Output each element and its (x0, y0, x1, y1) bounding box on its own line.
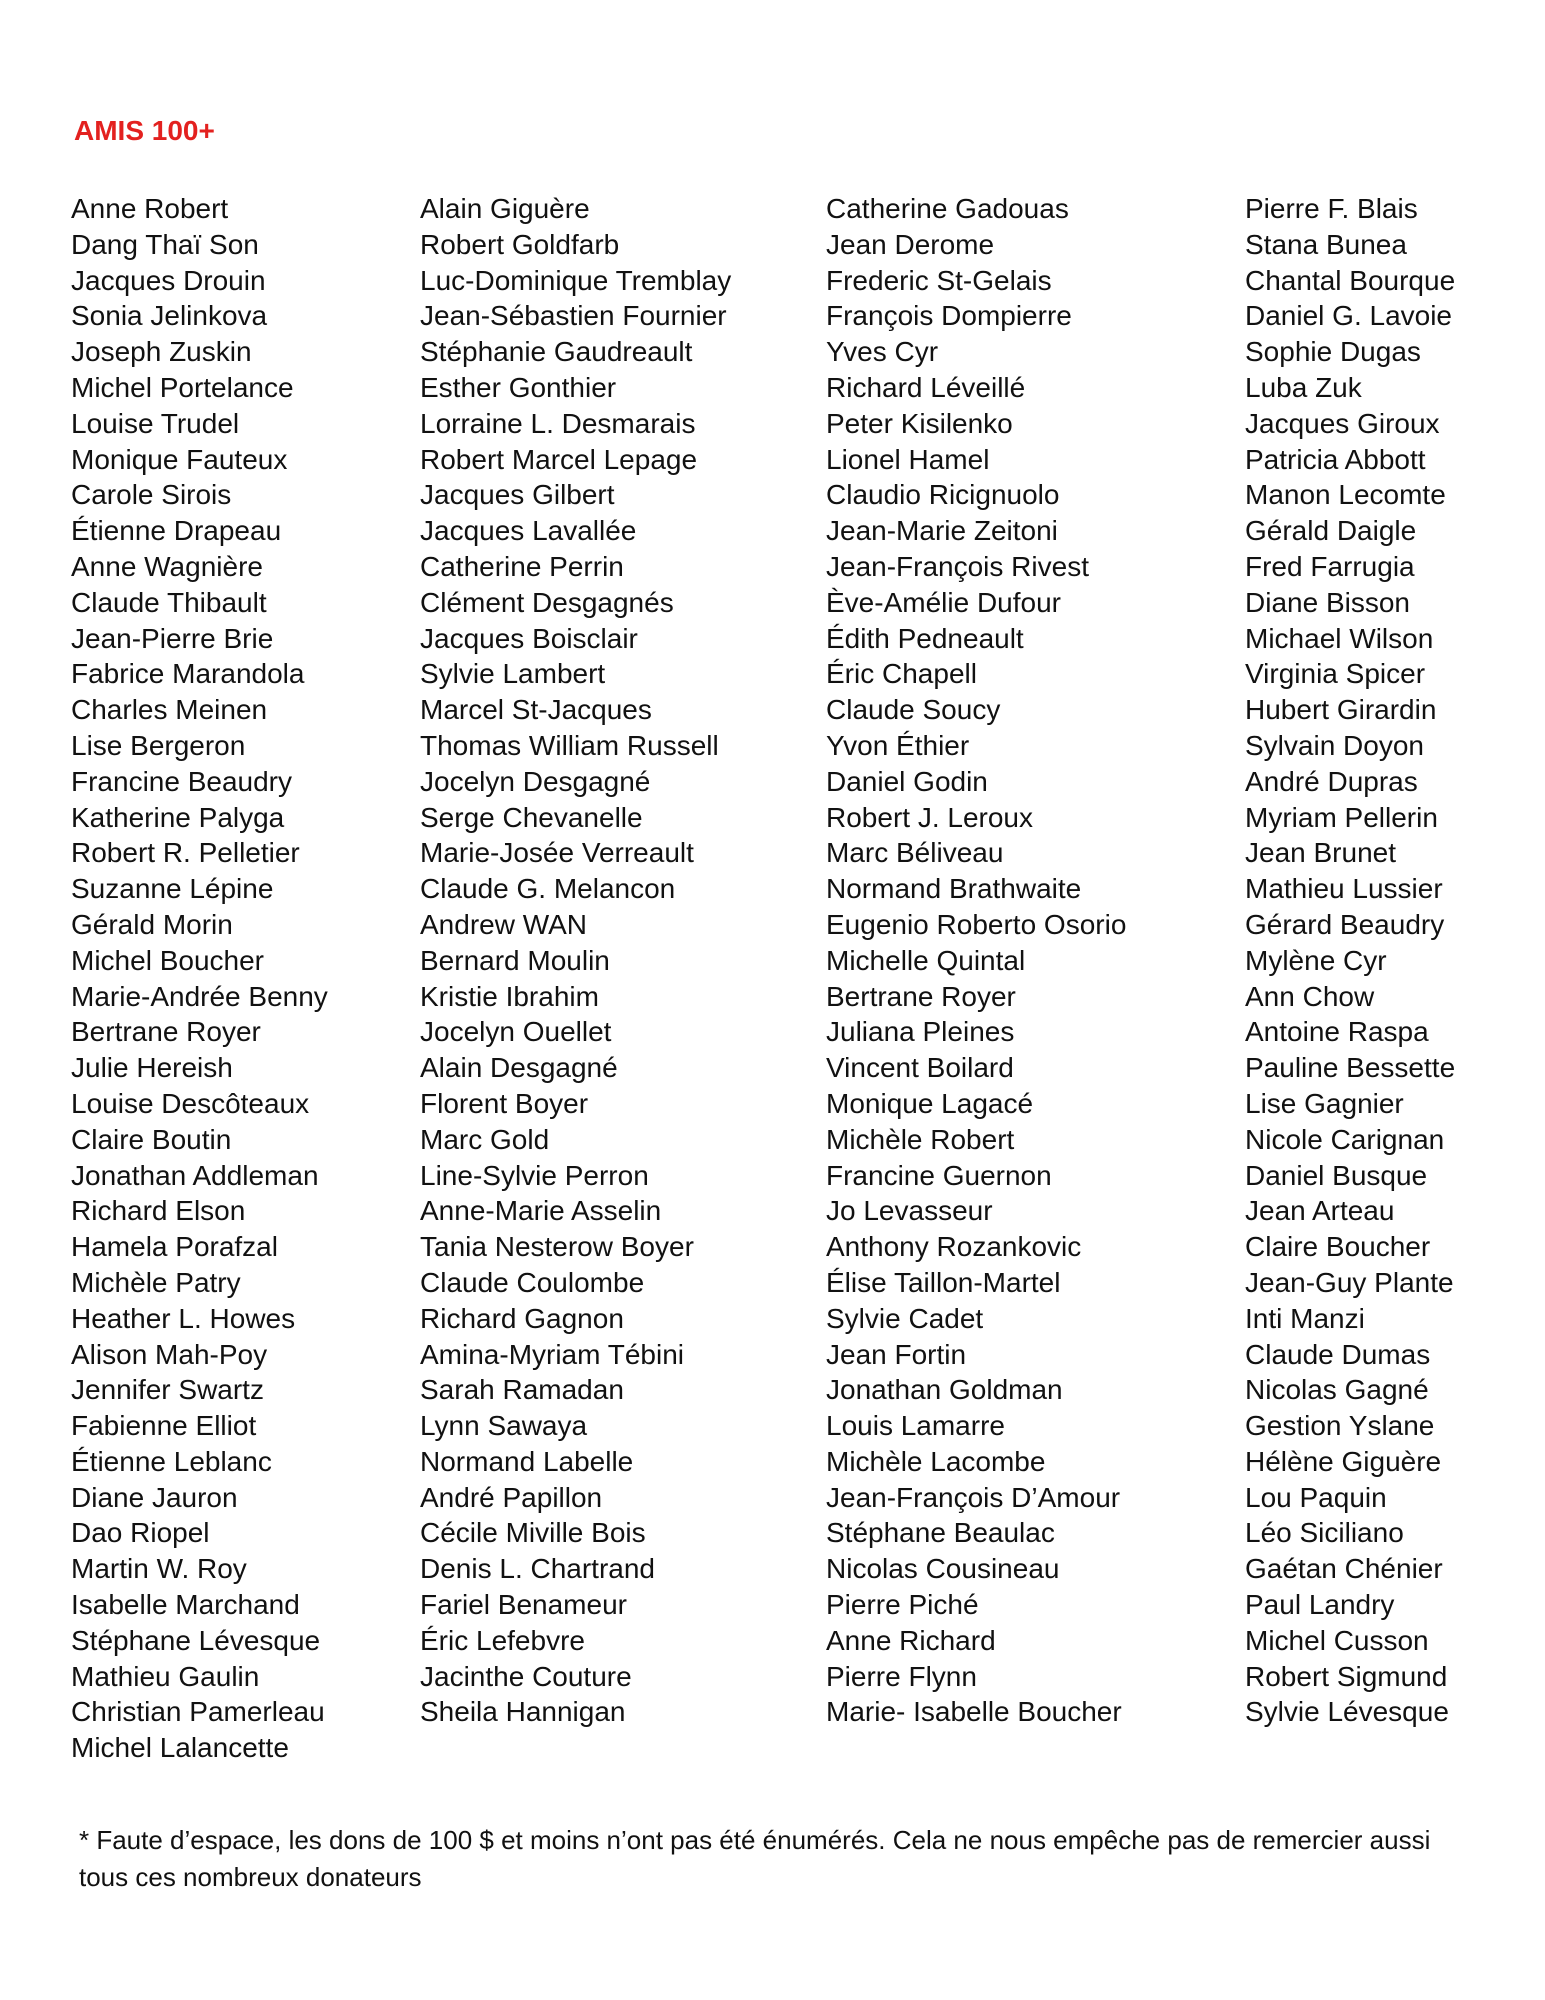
donor-name: Jocelyn Desgagné (420, 765, 651, 797)
donor-name: François Dompierre (826, 300, 1072, 332)
donor-name: Vincent Boilard (826, 1052, 1014, 1084)
donor-name: Anthony Rozankovic (826, 1231, 1082, 1263)
donor-name: Alain Desgagné (420, 1052, 618, 1084)
donor-name: Gérald Daigle (1245, 515, 1417, 547)
donor-name: Paul Landry (1245, 1589, 1395, 1621)
donor-name: Patricia Abbott (1245, 443, 1426, 475)
donor-name: Hélène Giguère (1245, 1445, 1442, 1477)
footnote: * Faute d’espace, les dons de 100 $ et moins n’ont pas été énumérés. Cela ne nous empêche pas de remercier aussi tous ces nombreux donateurs (79, 1825, 1431, 1892)
donor-name: Mathieu Lussier (1245, 873, 1443, 905)
donor-name: Marcel St-Jacques (420, 694, 652, 726)
donor-name: Ann Chow (1245, 980, 1375, 1012)
donor-name: Anne-Marie Asselin (420, 1195, 662, 1227)
donor-name: Gérard Beaudry (1245, 908, 1445, 940)
donor-name: Jean-Marie Zeitoni (826, 515, 1058, 547)
donor-name: Éric Lefebvre (420, 1624, 585, 1656)
donor-name: Daniel Busque (1245, 1159, 1428, 1191)
donor-name: Pierre F. Blais (1245, 193, 1418, 224)
donor-name: Anne Robert (71, 193, 229, 224)
donor-name: Stéphane Lévesque (71, 1624, 321, 1656)
donor-name: Fabienne Elliot (71, 1410, 257, 1442)
donor-name: Jocelyn Ouellet (420, 1016, 612, 1048)
donor-name: Sonia Jelinkova (71, 300, 268, 332)
donor-name: Jean Derome (826, 228, 995, 260)
donor-name: Marie- Isabelle Boucher (826, 1696, 1122, 1728)
donor-name: Richard Elson (71, 1195, 246, 1227)
donor-name: Jean-Guy Plante (1245, 1266, 1454, 1298)
donor-name: Claude Dumas (1245, 1338, 1431, 1370)
donor-name: Eugenio Roberto Osorio (826, 908, 1127, 940)
donor-name: Pauline Bessette (1245, 1052, 1456, 1084)
donor-name: Lorraine L. Desmarais (420, 407, 696, 439)
donor-name: Jean Brunet (1245, 837, 1396, 869)
donor-name: Claire Boutin (71, 1123, 232, 1155)
donor-name: Jo Levasseur (826, 1195, 993, 1227)
donor-name: Inti Manzi (1245, 1302, 1365, 1334)
donor-name: Catherine Perrin (420, 550, 624, 582)
donor-name: Francine Beaudry (71, 765, 293, 797)
donor-name: Michel Boucher (71, 944, 264, 976)
donor-name: Michel Lalancette (71, 1732, 289, 1764)
donor-name: Étienne Leblanc (71, 1445, 272, 1477)
donor-name: Francine Guernon (826, 1159, 1052, 1191)
donor-name: Diane Jauron (71, 1481, 238, 1513)
donor-name: Manon Lecomte (1245, 479, 1446, 511)
donor-name: Michel Cusson (1245, 1624, 1429, 1656)
donor-name: Katherine Palyga (71, 801, 285, 833)
donor-name: Stana Bunea (1245, 228, 1407, 260)
donor-name: Richard Gagnon (420, 1302, 624, 1334)
donor-name: Andrew WAN (420, 908, 588, 940)
donor-name: Ève-Amélie Dufour (826, 586, 1061, 618)
donor-name: Michèle Robert (826, 1123, 1015, 1155)
donor-name: Julie Hereish (71, 1052, 233, 1084)
donor-name: Pierre Flynn (826, 1660, 977, 1692)
donor-name: Yves Cyr (826, 336, 939, 368)
donor-name: Claire Boucher (1245, 1231, 1431, 1263)
donor-name: Jacques Gilbert (420, 479, 615, 511)
donor-name: Daniel G. Lavoie (1245, 300, 1453, 332)
donor-name: Thomas William Russell (420, 729, 719, 761)
donor-column-1 (71, 191, 328, 1766)
donor-name: Bernard Moulin (420, 944, 610, 976)
donor-name: Mylène Cyr (1245, 944, 1387, 976)
donor-name: Hubert Girardin (1245, 694, 1437, 726)
donor-name: Stéphanie Gaudreault (420, 336, 693, 368)
donor-name: Alison Mah-Poy (71, 1338, 268, 1370)
donor-name: Jacques Giroux (1245, 407, 1440, 439)
donor-name: Cécile Miville Bois (420, 1517, 646, 1549)
donor-name: Élise Taillon-Martel (826, 1266, 1061, 1298)
donor-name: Lise Gagnier (1245, 1087, 1404, 1119)
donor-name: Monique Fauteux (71, 443, 288, 475)
donor-name: Michelle Quintal (826, 944, 1026, 976)
donor-name: Peter Kisilenko (826, 407, 1013, 439)
donor-name: Isabelle Marchand (71, 1589, 300, 1621)
donor-name: Robert Goldfarb (420, 228, 620, 260)
donor-name: Frederic St-Gelais (826, 264, 1052, 296)
donor-name: Robert R. Pelletier (71, 837, 300, 869)
donor-name: Gestion Yslane (1245, 1410, 1435, 1442)
donor-name: Lionel Hamel (826, 443, 990, 475)
donor-name: Lynn Sawaya (420, 1410, 588, 1442)
donor-name: Pierre Piché (826, 1589, 979, 1621)
donor-name: Sheila Hannigan (420, 1696, 626, 1728)
donor-name: Marc Gold (420, 1123, 550, 1155)
donor-name: Jacques Lavallée (420, 515, 637, 547)
donor-name: Louis Lamarre (826, 1410, 1005, 1442)
donor-name: Bertrane Royer (71, 1016, 261, 1048)
donor-name: Jonathan Addleman (71, 1159, 319, 1191)
donor-name: Sarah Ramadan (420, 1374, 624, 1406)
donor-name: Claude G. Melancon (420, 873, 676, 905)
donor-name: Marc Béliveau (826, 837, 1004, 869)
donor-name: Catherine Gadouas (826, 193, 1069, 224)
donor-name: Chantal Bourque (1245, 264, 1456, 296)
donor-name: Normand Labelle (420, 1445, 634, 1477)
donor-column-3 (826, 191, 1126, 1730)
donor-name: Robert J. Leroux (826, 801, 1033, 833)
donor-name: Joseph Zuskin (71, 336, 252, 368)
donor-name: Jacques Drouin (71, 264, 266, 296)
donor-name: Jennifer Swartz (71, 1374, 264, 1406)
donor-name: André Papillon (420, 1481, 603, 1513)
donor-name: Esther Gonthier (420, 371, 617, 403)
donor-name: Carole Sirois (71, 479, 232, 511)
donor-name: Fariel Benameur (420, 1589, 627, 1621)
donor-name: Louise Descôteaux (71, 1087, 310, 1119)
donor-name: Dao Riopel (71, 1517, 210, 1549)
donor-name: Richard Léveillé (826, 371, 1026, 403)
donor-name: Étienne Drapeau (71, 515, 282, 547)
donor-name: Jonathan Goldman (826, 1374, 1063, 1406)
donor-name: Hamela Porafzal (71, 1231, 278, 1263)
donor-name: Myriam Pellerin (1245, 801, 1438, 833)
donor-name: Luc-Dominique Tremblay (420, 264, 732, 296)
donor-name: Jean Arteau (1245, 1195, 1395, 1227)
donor-name: Alain Giguère (420, 193, 590, 224)
donor-name: Juliana Pleines (826, 1016, 1015, 1048)
donor-name: Florent Boyer (420, 1087, 589, 1119)
donor-name: Michèle Patry (71, 1266, 241, 1298)
donor-name: Jean-François Rivest (826, 550, 1089, 582)
donor-name: Yvon Éthier (826, 729, 970, 761)
donor-name: Léo Siciliano (1245, 1517, 1404, 1549)
donor-name: Clément Desgagnés (420, 586, 674, 618)
donor-name: Stéphane Beaulac (826, 1517, 1055, 1549)
donor-name: Virginia Spicer (1245, 658, 1426, 690)
donor-name: Jean-Pierre Brie (71, 622, 274, 654)
donor-name: Michel Portelance (71, 371, 294, 403)
donor-name: Claude Coulombe (420, 1266, 645, 1298)
donor-name: Jean Fortin (826, 1338, 967, 1370)
donor-name: Gaétan Chénier (1245, 1553, 1443, 1585)
donor-name: Suzanne Lépine (71, 873, 274, 905)
donor-name: Marie-Josée Verreault (420, 837, 694, 869)
donor-name: Jean-Sébastien Fournier (420, 300, 727, 332)
donor-name: Nicole Carignan (1245, 1123, 1445, 1155)
donor-name: Denis L. Chartrand (420, 1553, 656, 1585)
donor-name: Sylvie Lambert (420, 658, 606, 690)
donor-name: Lise Bergeron (71, 729, 246, 761)
donor-name: Anne Richard (826, 1624, 996, 1656)
donor-name: Jacinthe Couture (420, 1660, 632, 1692)
donor-name: Robert Marcel Lepage (420, 443, 698, 475)
donor-name: Claude Thibault (71, 586, 267, 618)
donor-name: Michèle Lacombe (826, 1445, 1046, 1477)
donor-name: Diane Bisson (1245, 586, 1410, 618)
donor-name: Amina-Myriam Tébini (420, 1338, 684, 1370)
donor-name: Claudio Ricignuolo (826, 479, 1060, 511)
donor-name: Michael Wilson (1245, 622, 1434, 654)
donor-name: Luba Zuk (1245, 371, 1362, 403)
donor-name: Anne Wagnière (71, 550, 263, 582)
donor-name: Tania Nesterow Boyer (420, 1231, 694, 1263)
donor-name: Jean-François D’Amour (826, 1481, 1121, 1513)
donor-name: Gérald Morin (71, 908, 233, 940)
donor-name: André Dupras (1245, 765, 1418, 797)
section-heading: AMIS 100+ (74, 115, 215, 146)
donor-name: Serge Chevanelle (420, 801, 643, 833)
donor-name: Éric Chapell (826, 658, 977, 690)
donor-name: Monique Lagacé (826, 1087, 1034, 1119)
donor-name: Fred Farrugia (1245, 550, 1415, 582)
donor-name: Jacques Boisclair (420, 622, 638, 654)
donor-name: Édith Pedneault (826, 622, 1024, 654)
donor-name: Dang Thaï Son (71, 228, 259, 260)
donor-name: Kristie Ibrahim (420, 980, 599, 1012)
donor-name: Sylvain Doyon (1245, 729, 1424, 761)
donor-name: Daniel Godin (826, 765, 988, 797)
donor-name: Marie-Andrée Benny (71, 980, 328, 1012)
donor-name: Sophie Dugas (1245, 336, 1421, 368)
donor-name: Antoine Raspa (1245, 1016, 1429, 1048)
donor-name: Robert Sigmund (1245, 1660, 1448, 1692)
donor-column-2 (420, 191, 731, 1730)
donor-name: Nicolas Cousineau (826, 1553, 1060, 1585)
donor-name: Mathieu Gaulin (71, 1660, 260, 1692)
donor-name: Bertrane Royer (826, 980, 1016, 1012)
donor-name: Claude Soucy (826, 694, 1001, 726)
donor-name: Martin W. Roy (71, 1553, 247, 1585)
donor-name: Sylvie Cadet (826, 1302, 984, 1334)
donor-name: Sylvie Lévesque (1245, 1696, 1449, 1728)
donor-name: Heather L. Howes (71, 1302, 296, 1334)
donor-column-4 (1245, 191, 1455, 1730)
donor-name: Christian Pamerleau (71, 1696, 325, 1728)
donor-name: Normand Brathwaite (826, 873, 1082, 905)
donor-name: Fabrice Marandola (71, 658, 305, 690)
donor-name: Line-Sylvie Perron (420, 1159, 649, 1191)
donor-name: Charles Meinen (71, 694, 268, 726)
donor-name: Lou Paquin (1245, 1481, 1387, 1513)
donor-name: Louise Trudel (71, 407, 240, 439)
donor-name: Nicolas Gagné (1245, 1374, 1429, 1406)
